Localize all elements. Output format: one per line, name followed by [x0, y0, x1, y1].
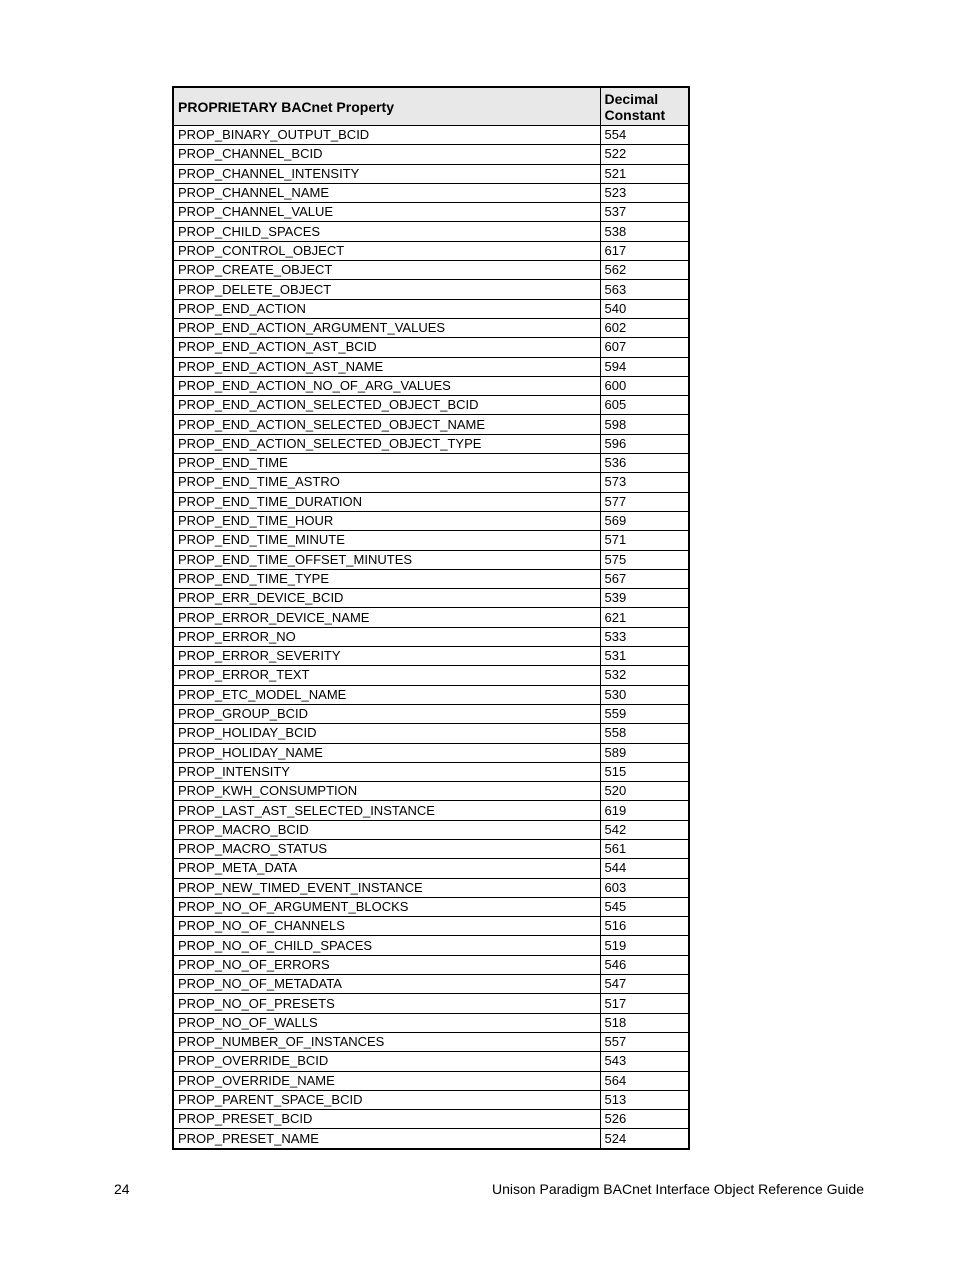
table-row	[173, 936, 689, 955]
property-name-cell: PROP_PRESET_BCID	[173, 1110, 600, 1129]
table-row	[173, 511, 689, 530]
table-row	[173, 955, 689, 974]
property-name-cell: PROP_END_ACTION_SELECTED_OBJECT_BCID	[173, 396, 600, 415]
property-name-cell: PROP_KWH_CONSUMPTION	[173, 782, 600, 801]
property-name-cell: PROP_NO_OF_ERRORS	[173, 955, 600, 974]
property-name-cell: PROP_CHANNEL_VALUE	[173, 203, 600, 222]
property-name-cell: PROP_END_TIME_OFFSET_MINUTES	[173, 550, 600, 569]
property-name-cell: PROP_ERROR_TEXT	[173, 666, 600, 685]
decimal-constant-cell: 563	[600, 280, 689, 299]
property-name-cell: PROP_END_ACTION_AST_BCID	[173, 338, 600, 357]
table-row	[173, 647, 689, 666]
decimal-constant-cell: 545	[600, 897, 689, 916]
property-name-cell: PROP_END_ACTION_NO_OF_ARG_VALUES	[173, 376, 600, 395]
decimal-constant-cell: 539	[600, 589, 689, 608]
decimal-constant-cell: 533	[600, 627, 689, 646]
table-row	[173, 743, 689, 762]
table-row	[173, 878, 689, 897]
property-name-cell: PROP_END_TIME_TYPE	[173, 569, 600, 588]
property-name-cell: PROP_PRESET_NAME	[173, 1129, 600, 1149]
decimal-constant-cell: 526	[600, 1110, 689, 1129]
table-row	[173, 820, 689, 839]
decimal-constant-cell: 513	[600, 1090, 689, 1109]
table-row	[173, 415, 689, 434]
table-row	[173, 897, 689, 916]
property-name-cell: PROP_DELETE_OBJECT	[173, 280, 600, 299]
property-name-cell: PROP_END_TIME_HOUR	[173, 511, 600, 530]
decimal-constant-cell: 596	[600, 434, 689, 453]
property-name-cell: PROP_HOLIDAY_NAME	[173, 743, 600, 762]
table-row	[173, 569, 689, 588]
decimal-constant-cell: 607	[600, 338, 689, 357]
decimal-constant-cell: 598	[600, 415, 689, 434]
property-name-cell: PROP_CREATE_OBJECT	[173, 261, 600, 280]
table-row	[173, 1013, 689, 1032]
decimal-constant-cell: 543	[600, 1052, 689, 1071]
property-name-cell: PROP_END_ACTION	[173, 299, 600, 318]
table-row	[173, 724, 689, 743]
decimal-constant-cell: 532	[600, 666, 689, 685]
header-property: PROPRIETARY BACnet Property	[173, 87, 600, 126]
decimal-constant-cell: 621	[600, 608, 689, 627]
property-name-cell: PROP_END_TIME_MINUTE	[173, 531, 600, 550]
property-name-cell: PROP_PARENT_SPACE_BCID	[173, 1090, 600, 1109]
property-name-cell: PROP_INTENSITY	[173, 762, 600, 781]
table-row	[173, 917, 689, 936]
property-name-cell: PROP_NO_OF_WALLS	[173, 1013, 600, 1032]
decimal-constant-cell: 569	[600, 511, 689, 530]
decimal-constant-cell: 575	[600, 550, 689, 569]
table-body	[173, 126, 689, 1149]
decimal-constant-cell: 547	[600, 975, 689, 994]
table-row	[173, 627, 689, 646]
decimal-constant-cell: 530	[600, 685, 689, 704]
property-name-cell: PROP_GROUP_BCID	[173, 704, 600, 723]
decimal-constant-cell: 594	[600, 357, 689, 376]
decimal-constant-cell: 561	[600, 839, 689, 858]
table-row	[173, 261, 689, 280]
property-name-cell: PROP_NO_OF_METADATA	[173, 975, 600, 994]
decimal-constant-cell: 589	[600, 743, 689, 762]
property-name-cell: PROP_END_ACTION_SELECTED_OBJECT_NAME	[173, 415, 600, 434]
property-name-cell: PROP_END_ACTION_SELECTED_OBJECT_TYPE	[173, 434, 600, 453]
decimal-constant-cell: 542	[600, 820, 689, 839]
decimal-constant-cell: 519	[600, 936, 689, 955]
property-name-cell: PROP_CONTROL_OBJECT	[173, 241, 600, 260]
table-row	[173, 859, 689, 878]
table-row	[173, 1090, 689, 1109]
decimal-constant-cell: 518	[600, 1013, 689, 1032]
table-row	[173, 454, 689, 473]
table-row	[173, 280, 689, 299]
property-name-cell: PROP_NO_OF_ARGUMENT_BLOCKS	[173, 897, 600, 916]
decimal-constant-cell: 523	[600, 183, 689, 202]
table-row	[173, 183, 689, 202]
decimal-constant-cell: 537	[600, 203, 689, 222]
property-name-cell: PROP_ERROR_DEVICE_NAME	[173, 608, 600, 627]
decimal-constant-cell: 517	[600, 994, 689, 1013]
table-row	[173, 1110, 689, 1129]
property-name-cell: PROP_END_TIME_ASTRO	[173, 473, 600, 492]
table-row	[173, 685, 689, 704]
decimal-constant-cell: 573	[600, 473, 689, 492]
decimal-constant-cell: 557	[600, 1032, 689, 1051]
decimal-constant-cell: 520	[600, 782, 689, 801]
property-name-cell: PROP_HOLIDAY_BCID	[173, 724, 600, 743]
table-row	[173, 1032, 689, 1051]
decimal-constant-cell: 516	[600, 917, 689, 936]
property-name-cell: PROP_META_DATA	[173, 859, 600, 878]
property-name-cell: PROP_ERROR_SEVERITY	[173, 647, 600, 666]
table-row	[173, 434, 689, 453]
property-name-cell: PROP_OVERRIDE_NAME	[173, 1071, 600, 1090]
decimal-constant-cell: 554	[600, 126, 689, 145]
table-row	[173, 550, 689, 569]
decimal-constant-cell: 617	[600, 241, 689, 260]
property-name-cell: PROP_ERROR_NO	[173, 627, 600, 646]
table-row	[173, 396, 689, 415]
property-name-cell: PROP_ERR_DEVICE_BCID	[173, 589, 600, 608]
table-row	[173, 589, 689, 608]
property-name-cell: PROP_NEW_TIMED_EVENT_INSTANCE	[173, 878, 600, 897]
property-name-cell: PROP_CHILD_SPACES	[173, 222, 600, 241]
decimal-constant-cell: 544	[600, 859, 689, 878]
table-row	[173, 299, 689, 318]
table-row	[173, 531, 689, 550]
table-row	[173, 1129, 689, 1149]
decimal-constant-cell: 558	[600, 724, 689, 743]
property-name-cell: PROP_MACRO_STATUS	[173, 839, 600, 858]
decimal-constant-cell: 602	[600, 318, 689, 337]
decimal-constant-cell: 521	[600, 164, 689, 183]
property-name-cell: PROP_MACRO_BCID	[173, 820, 600, 839]
decimal-constant-cell: 531	[600, 647, 689, 666]
property-name-cell: PROP_NUMBER_OF_INSTANCES	[173, 1032, 600, 1051]
table-row	[173, 1052, 689, 1071]
property-name-cell: PROP_LAST_AST_SELECTED_INSTANCE	[173, 801, 600, 820]
table-row	[173, 492, 689, 511]
decimal-constant-cell: 567	[600, 569, 689, 588]
table-row	[173, 222, 689, 241]
property-name-cell: PROP_NO_OF_CHILD_SPACES	[173, 936, 600, 955]
table-row	[173, 338, 689, 357]
table-row	[173, 357, 689, 376]
property-name-cell: PROP_OVERRIDE_BCID	[173, 1052, 600, 1071]
decimal-constant-cell: 605	[600, 396, 689, 415]
table-row	[173, 762, 689, 781]
property-name-cell: PROP_CHANNEL_INTENSITY	[173, 164, 600, 183]
page-number: 24	[114, 1181, 130, 1197]
table-row	[173, 994, 689, 1013]
decimal-constant-cell: 577	[600, 492, 689, 511]
table-row	[173, 666, 689, 685]
decimal-constant-cell: 571	[600, 531, 689, 550]
table-row	[173, 801, 689, 820]
decimal-constant-cell: 536	[600, 454, 689, 473]
decimal-constant-cell: 603	[600, 878, 689, 897]
property-name-cell: PROP_NO_OF_PRESETS	[173, 994, 600, 1013]
header-row	[173, 87, 689, 126]
decimal-constant-cell: 515	[600, 762, 689, 781]
table-row	[173, 376, 689, 395]
table-row	[173, 975, 689, 994]
table-row	[173, 782, 689, 801]
property-name-cell: PROP_NO_OF_CHANNELS	[173, 917, 600, 936]
property-name-cell: PROP_CHANNEL_BCID	[173, 145, 600, 164]
decimal-constant-cell: 619	[600, 801, 689, 820]
table-row	[173, 126, 689, 145]
property-name-cell: PROP_CHANNEL_NAME	[173, 183, 600, 202]
footer-title: Unison Paradigm BACnet Interface Object Reference Guide	[492, 1181, 864, 1197]
property-name-cell: PROP_END_TIME_DURATION	[173, 492, 600, 511]
property-name-cell: PROP_END_ACTION_AST_NAME	[173, 357, 600, 376]
decimal-constant-cell: 538	[600, 222, 689, 241]
decimal-constant-cell: 522	[600, 145, 689, 164]
property-name-cell: PROP_ETC_MODEL_NAME	[173, 685, 600, 704]
table-row	[173, 145, 689, 164]
table-row	[173, 203, 689, 222]
table-row	[173, 241, 689, 260]
property-name-cell: PROP_BINARY_OUTPUT_BCID	[173, 126, 600, 145]
table-row	[173, 318, 689, 337]
table-row	[173, 704, 689, 723]
property-table	[172, 86, 690, 1150]
decimal-constant-cell: 524	[600, 1129, 689, 1149]
decimal-constant-cell: 600	[600, 376, 689, 395]
table-row	[173, 608, 689, 627]
property-name-cell: PROP_END_TIME	[173, 454, 600, 473]
table-row	[173, 473, 689, 492]
table-row	[173, 164, 689, 183]
decimal-constant-cell: 546	[600, 955, 689, 974]
decimal-constant-cell: 540	[600, 299, 689, 318]
decimal-constant-cell: 559	[600, 704, 689, 723]
decimal-constant-cell: 564	[600, 1071, 689, 1090]
table-row	[173, 839, 689, 858]
table-header	[173, 87, 689, 126]
decimal-constant-cell: 562	[600, 261, 689, 280]
property-name-cell: PROP_END_ACTION_ARGUMENT_VALUES	[173, 318, 600, 337]
header-decimal-constant: Decimal Constant	[600, 87, 689, 126]
table-row	[173, 1071, 689, 1090]
